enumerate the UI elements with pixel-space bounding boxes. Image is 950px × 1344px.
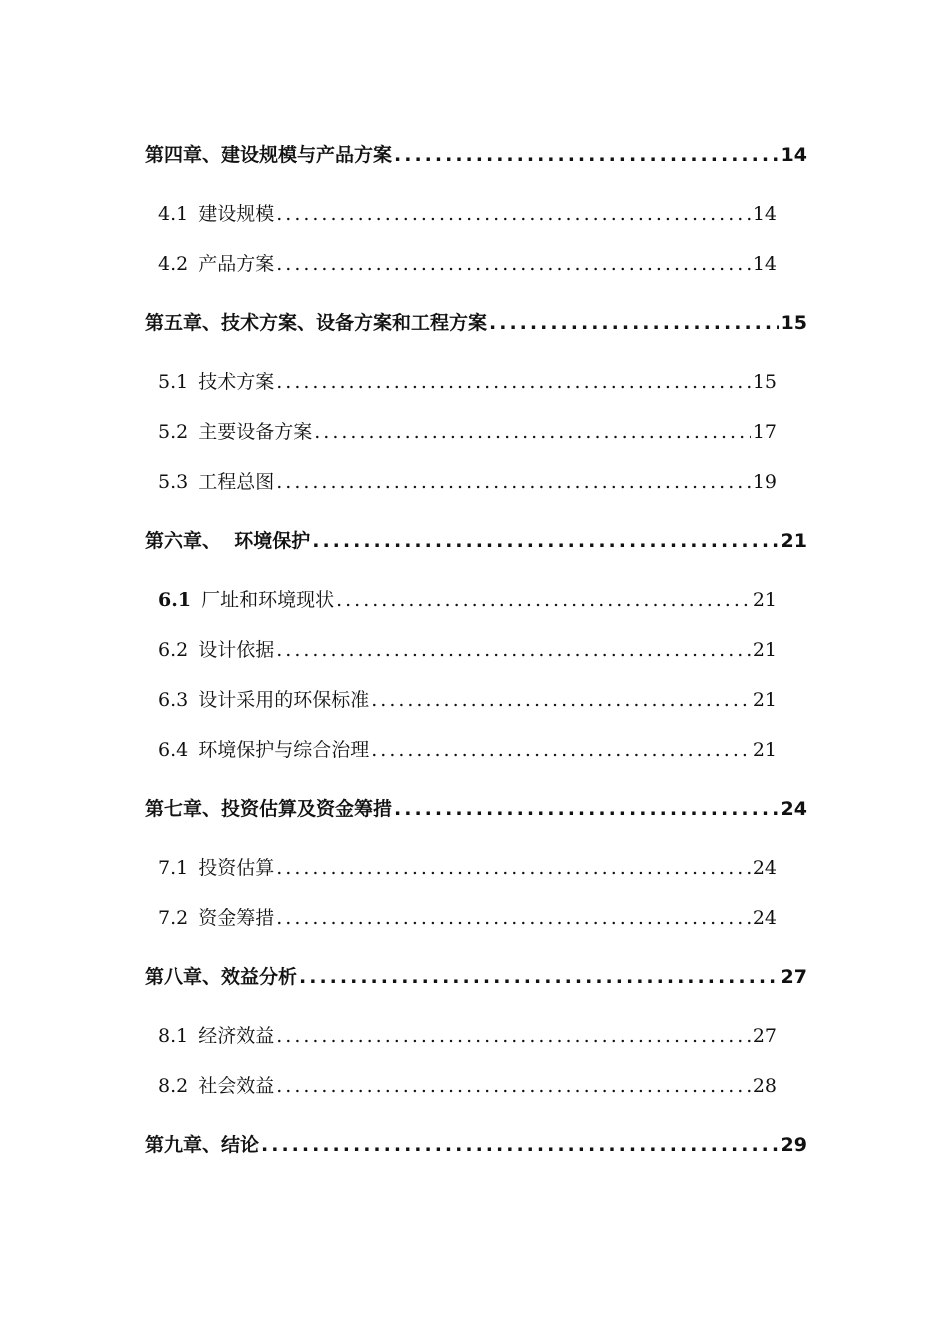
- toc-title: 设计依据: [198, 639, 275, 661]
- dot-leader: [276, 1075, 751, 1097]
- toc-title: 第四章、建设规模与产品方案: [145, 144, 393, 166]
- toc-chapter-4[interactable]: [145, 140, 807, 167]
- toc-section-number: 8.1: [158, 1025, 189, 1047]
- toc-section-5-1[interactable]: [158, 367, 777, 394]
- dot-leader: [394, 798, 779, 820]
- toc-page-number: 21: [752, 739, 777, 761]
- toc-section-number: 7.1: [158, 857, 189, 879]
- toc-page-number: 28: [752, 1075, 777, 1097]
- toc-page-number: 21: [780, 530, 807, 552]
- toc-chapter-6[interactable]: [145, 526, 807, 553]
- toc-title: 技术方案: [198, 371, 275, 393]
- toc-title: 第七章、投资估算及资金筹措: [145, 798, 393, 820]
- toc-section-8-2[interactable]: [158, 1071, 777, 1098]
- toc-section-6-3[interactable]: [158, 685, 777, 712]
- toc-title: 主要设备方案: [198, 421, 313, 443]
- toc-title: 第五章、技术方案、设备方案和工程方案: [145, 312, 488, 334]
- dot-leader: [276, 471, 751, 493]
- toc-title: 第六章、 环境保护: [145, 530, 311, 552]
- toc-section-6-4[interactable]: [158, 735, 777, 762]
- dot-leader: [276, 907, 751, 929]
- dot-leader: [276, 857, 751, 879]
- toc-page-number: 29: [780, 1134, 807, 1156]
- toc-section-number: 6.3: [158, 689, 189, 711]
- toc-page-number: 24: [780, 798, 807, 820]
- toc-title: 厂址和环境现状: [201, 589, 335, 611]
- toc-page-number: 19: [752, 471, 777, 493]
- dot-leader: [312, 530, 778, 552]
- dot-leader: [276, 639, 751, 661]
- toc-page-number: 24: [752, 907, 777, 929]
- toc-title: 资金筹措: [198, 907, 275, 929]
- dot-leader: [371, 739, 751, 761]
- dot-leader: [276, 253, 751, 275]
- toc-section-5-3[interactable]: [158, 467, 777, 494]
- toc-section-8-1[interactable]: [158, 1021, 777, 1048]
- toc-section-number: 4.2: [158, 253, 189, 275]
- toc-page-number: 14: [752, 203, 777, 225]
- dot-leader: [276, 371, 751, 393]
- toc-page-number: 27: [780, 966, 807, 988]
- toc-section-number: 6.1: [158, 589, 192, 611]
- toc-section-5-2[interactable]: [158, 417, 777, 444]
- toc-page-number: 21: [752, 589, 777, 611]
- toc-title: 设计采用的环保标准: [198, 689, 370, 711]
- toc-title: 社会效益: [198, 1075, 275, 1097]
- toc-section-4-2[interactable]: [158, 249, 777, 276]
- toc-chapter-9[interactable]: [145, 1130, 807, 1157]
- toc-section-number: 5.3: [158, 471, 189, 493]
- toc-section-number: 5.2: [158, 421, 189, 443]
- toc-chapter-8[interactable]: [145, 962, 807, 989]
- toc-page-number: 15: [752, 371, 777, 393]
- toc-title: 工程总图: [198, 471, 275, 493]
- toc-page-number: 27: [752, 1025, 777, 1047]
- toc-title: 经济效益: [198, 1025, 275, 1047]
- toc-section-6-2[interactable]: [158, 635, 777, 662]
- toc-section-number: 5.1: [158, 371, 189, 393]
- toc-chapter-5[interactable]: [145, 308, 807, 335]
- toc-chapter-7[interactable]: [145, 794, 807, 821]
- dot-leader: [394, 144, 779, 166]
- toc-title: 投资估算: [198, 857, 275, 879]
- dot-leader: [314, 421, 751, 443]
- toc-section-number: 8.2: [158, 1075, 189, 1097]
- toc-page-number: 17: [752, 421, 777, 443]
- dot-leader: [276, 203, 751, 225]
- toc-section-number: 6.2: [158, 639, 189, 661]
- toc-title: 环境保护与综合治理: [198, 739, 370, 761]
- toc-section-7-2[interactable]: [158, 903, 777, 930]
- dot-leader: [336, 589, 751, 611]
- toc-page-number: 24: [752, 857, 777, 879]
- dot-leader: [299, 966, 779, 988]
- toc-title: 产品方案: [198, 253, 275, 275]
- toc-section-number: 6.4: [158, 739, 189, 761]
- toc-section-4-1[interactable]: [158, 199, 777, 226]
- toc-page-number: 15: [780, 312, 807, 334]
- toc-page-number: 21: [752, 689, 777, 711]
- toc-page-number: 14: [780, 144, 807, 166]
- toc-section-number: 7.2: [158, 907, 189, 929]
- dot-leader: [276, 1025, 751, 1047]
- dot-leader: [371, 689, 751, 711]
- toc-section-6-1[interactable]: [158, 585, 777, 612]
- toc-section-7-1[interactable]: [158, 853, 777, 880]
- toc-section-number: 4.1: [158, 203, 189, 225]
- toc-title: 第九章、结论: [145, 1134, 260, 1156]
- dot-leader: [489, 312, 779, 334]
- toc-title: 建设规模: [198, 203, 275, 225]
- toc-page-number: 14: [752, 253, 777, 275]
- toc-title: 第八章、效益分析: [145, 966, 298, 988]
- dot-leader: [261, 1134, 779, 1156]
- toc-page-number: 21: [752, 639, 777, 661]
